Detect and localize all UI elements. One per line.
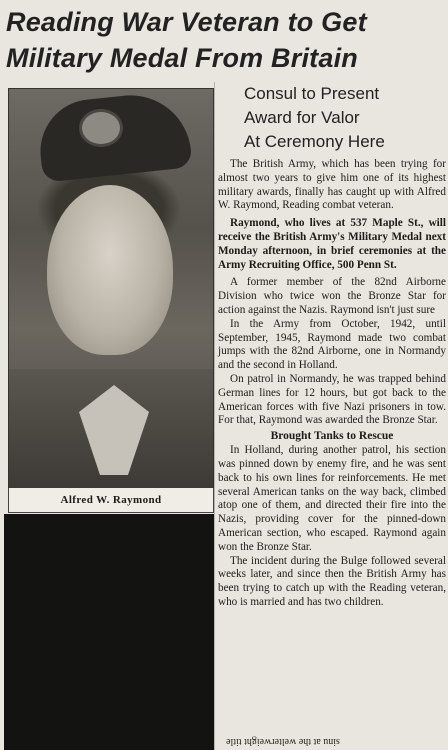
section-heading: Brought Tanks to Rescue (270, 430, 394, 443)
paragraph-5: On patrol in Normandy, he was trapped behind German lines for 12 hours, but got back to the American forces with five Nazi prisoners in tow. For that, Raymond was awarded the Bronze Star. (218, 372, 446, 427)
paragraph-6: In Holland, during another patrol, his section was pinned down by enemy fire, and he was sent back to his own lines for reinforcements. He met several American tanks on the way back, climbed atop one of them, and directed their fire into the Nazis, providing cover for the pinned-down American section, who escaped. Raymond again won the Bronze Star. (218, 444, 446, 553)
paragraph-7: The incident during the Bulge followed several weeks later, and since then the British Army has been trying to catch up with the Reading veteran, who is married and has two children. (218, 554, 446, 608)
headline (6, 4, 444, 76)
subheadline-line-3: At Ceremony Here (244, 132, 385, 151)
paragraph-1: The British Army, which has been trying for almost two years to give him one of its highest military awards, finally has caught up with Alfred W. Raymond, Reading combat veteran. (218, 158, 446, 212)
subheadline-line-2: Award for Valor (244, 108, 360, 127)
photo-caption: Alfred W. Raymond (60, 494, 162, 506)
face (47, 185, 173, 355)
paragraph-4: In the Army from October, 1942, until September, 1945, Raymond made two combat jumps with the 82nd Airborne, one in Normandy and the second in Holland. (218, 317, 446, 372)
subheadline (218, 82, 446, 154)
paragraph-3: A former member of the 82nd Airborne Division who twice won the Bronze Star for action against the Nazis. Raymond isn't just sure (218, 276, 446, 316)
subheadline-line-1: Consul to Present (244, 84, 380, 103)
headline-line-2: Military Medal From Britain (6, 43, 358, 73)
column-rule (214, 82, 215, 750)
photo-caption-box (8, 488, 214, 513)
headline-line-1: Reading War Veteran to Get (6, 7, 367, 37)
article-column (218, 82, 446, 610)
article-body (218, 158, 446, 610)
flipped-text: sinu at the welterweight title (226, 736, 340, 747)
paragraph-2: Raymond, who lives at 537 Maple St., will receive the British Army's Military Medal next Monday afternoon, in brief ceremonies at the Army Recruiting Office, 500 Penn St. (218, 217, 446, 271)
cap-insignia-icon (79, 109, 123, 147)
portrait-photo (8, 88, 214, 490)
dark-area (4, 514, 214, 750)
